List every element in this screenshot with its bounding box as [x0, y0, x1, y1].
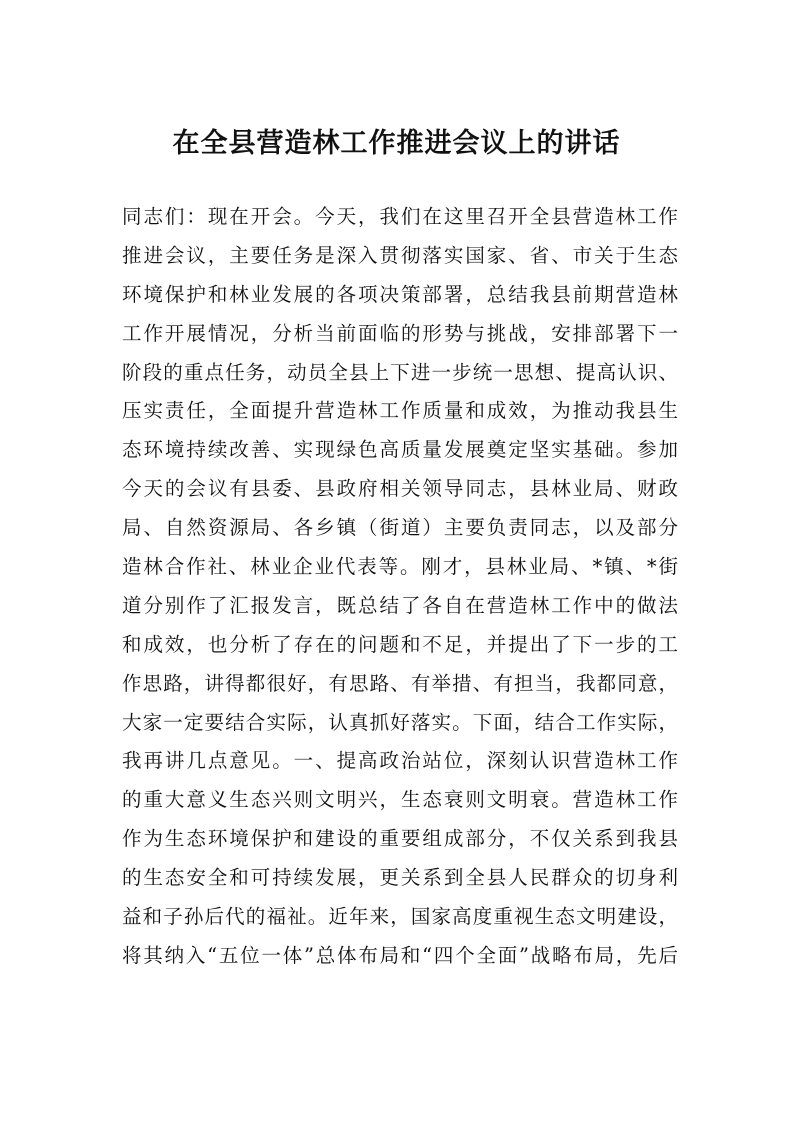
body-line: 我再讲几点意见。一、提高政治站位，深刻认识营造林工作 — [122, 749, 678, 773]
body-line: 益和子孙后代的福祉。近年来，国家高度重视生态文明建设， — [122, 905, 678, 929]
document-title: 在全县营造林工作推进会议上的讲话 — [172, 128, 621, 159]
body-line: 环境保护和林业发展的各项决策部署，总结我县前期营造林 — [122, 282, 678, 306]
body-line: 作为生态环境保护和建设的重要组成部分，不仅关系到我县 — [122, 827, 678, 851]
body-line: 大家一定要结合实际，认真抓好落实。下面，结合工作实际， — [122, 710, 678, 734]
body-line: 同志们：现在开会。今天，我们在这里召开全县营造林工作 — [122, 205, 678, 228]
body-line: 压实责任，全面提升营造林工作质量和成效，为推动我县生 — [122, 399, 678, 423]
body-line: 工作开展情况，分析当前面临的形势与挑战，安排部署下一 — [122, 321, 678, 345]
body-line: 道分别作了汇报发言，既总结了各自在营造林工作中的做法 — [122, 593, 678, 617]
body-line: 的生态安全和可持续发展，更关系到全县人民群众的切身利 — [122, 866, 678, 890]
body-line: 阶段的重点任务，动员全县上下进一步统一思想、提高认识、 — [122, 360, 678, 384]
body-line: 推进会议，主要任务是深入贯彻落实国家、省、市关于生态 — [122, 243, 678, 267]
body-line: 局、自然资源局、各乡镇（街道）主要负责同志，以及部分 — [122, 516, 678, 540]
body-line: 造林合作社、林业企业代表等。刚才，县林业局、*镇、*街 — [122, 555, 678, 579]
body-line: 将其纳入“五位一体”总体布局和“四个全面”战略布局，先后 — [122, 943, 678, 967]
body-line: 作思路，讲得都很好，有思路、有举措、有担当，我都同意， — [122, 671, 678, 695]
body-line: 今天的会议有县委、县政府相关领导同志，县林业局、财政 — [122, 477, 678, 501]
body-line: 和成效，也分析了存在的问题和不足，并提出了下一步的工 — [122, 632, 678, 656]
document-body — [122, 198, 678, 976]
body-line: 态环境持续改善、实现绿色高质量发展奠定坚实基础。参加 — [122, 438, 678, 462]
body-line: 的重大意义生态兴则文明兴，生态衰则文明衰。营造林工作 — [122, 788, 678, 812]
